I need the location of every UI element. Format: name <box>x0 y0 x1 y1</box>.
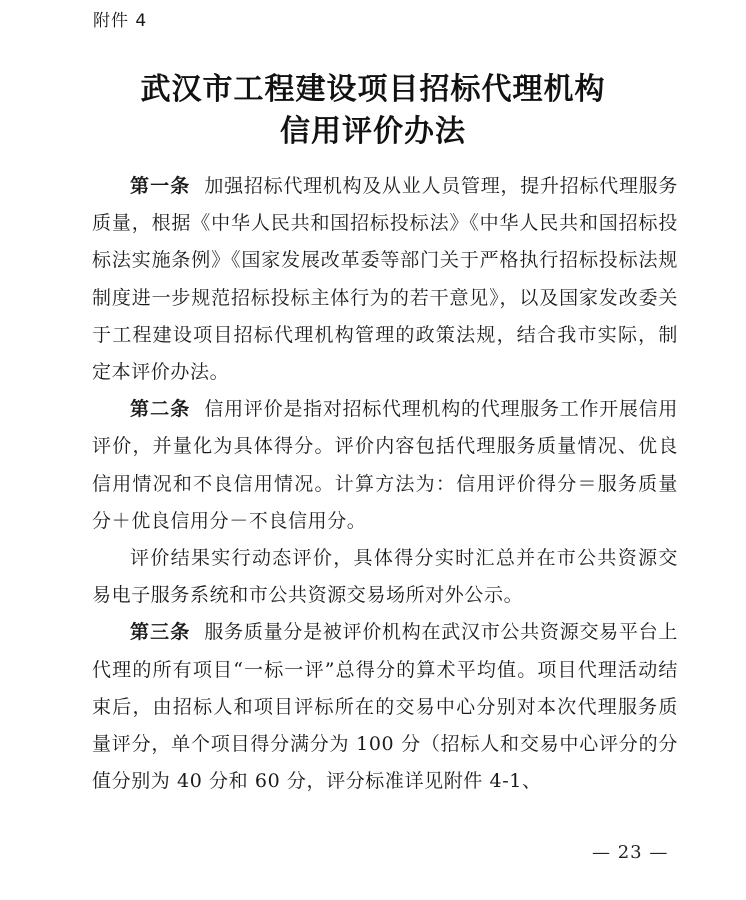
article-3-text: 服务质量分是被评价机构在武汉市公共资源交易平台上代理的所有项目“一标一评”总得分的算术平均值。项目代理活动结束后，由招标人和项目评标所在的交易中心分别对本次代理服务质量评分，单个项目得分满分为 100 分（招标人和交易中心评分的分值分别为 40 分和 60 分，评分标准详见附件 4-1、 <box>92 621 678 793</box>
document-title-line-2: 信用评价办法 <box>280 114 466 149</box>
page-number: — 23 — <box>592 842 669 863</box>
article-1-paragraph <box>92 168 678 391</box>
document-title-line-1: 武汉市工程建设项目招标代理机构 <box>140 72 606 107</box>
article-2-heading: 第二条 <box>130 398 191 421</box>
article-2-continuation-paragraph <box>92 540 678 614</box>
article-3-paragraph <box>92 614 678 800</box>
attachment-label: 附件 4 <box>93 11 148 31</box>
article-3-heading: 第三条 <box>130 621 191 644</box>
article-1-heading: 第一条 <box>130 175 191 197</box>
document-body <box>92 168 678 800</box>
article-2-text: 信用评价是指对招标代理机构的代理服务工作开展信用评价，并量化为具体得分。评价内容包括代理服务质量情况、优良信用情况和不良信用情况。计算方法为：信用评价得分＝服务质量分＋优良信用分－不良信用分。 <box>92 398 678 532</box>
article-2-continuation-text: 评价结果实行动态评价，具体得分实时汇总并在市公共资源交易电子服务系统和市公共资源交易场所对外公示。 <box>92 547 678 607</box>
article-1-text: 加强招标代理机构及从业人员管理，提升招标代理服务质量，根据《中华人民共和国招标投标法》《中华人民共和国招标投标法实施条例》《国家发展改革委等部门关于严格执行招标投标法规制度进一步规范招标投标主体行为的若干意见》，以及国家发改委关于工程建设项目招标代理机构管理的政策法规，结合我市实际，制定本评价办法。 <box>92 175 678 384</box>
article-2-paragraph <box>92 391 678 540</box>
